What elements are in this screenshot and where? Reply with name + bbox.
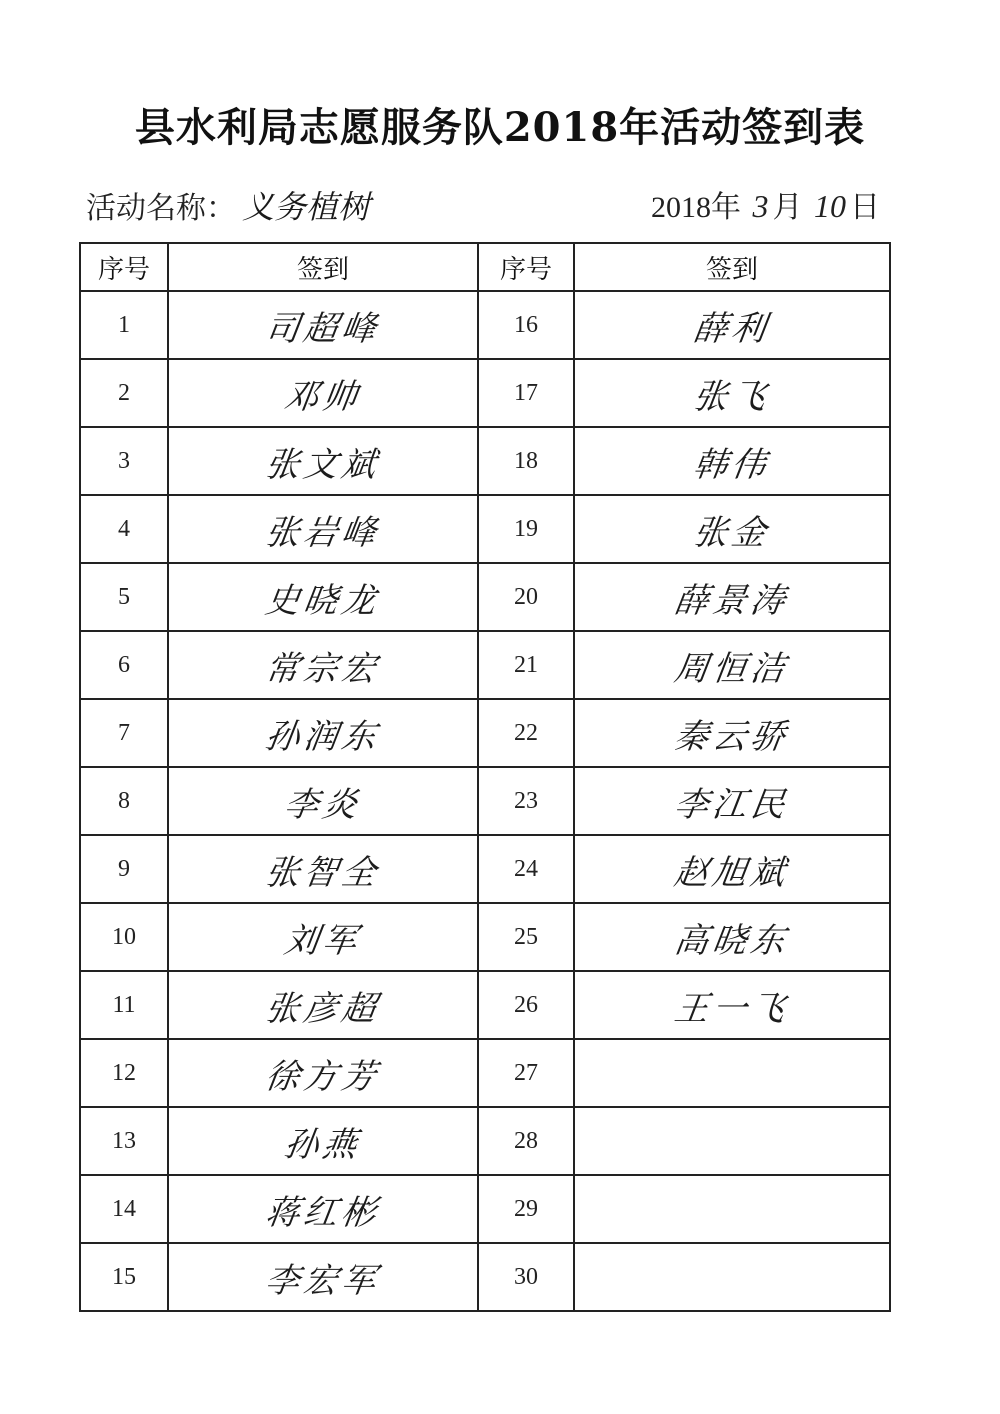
table-row (80, 631, 890, 699)
signature-cell (168, 359, 478, 427)
row-number (478, 1107, 574, 1175)
row-number (478, 1175, 574, 1243)
signature: 张岩峰 (262, 512, 383, 553)
signature-cell (574, 359, 890, 427)
signature-cell (168, 1243, 478, 1311)
row-number-text: 30 (514, 1263, 538, 1290)
row-number-text: 1 (118, 311, 130, 338)
header-number: 序号 (80, 243, 168, 291)
table-row (80, 835, 890, 903)
signature-cell (168, 1107, 478, 1175)
signature-cell (574, 563, 890, 631)
signature: 张飞 (690, 376, 773, 417)
table-row (80, 971, 890, 1039)
row-number-text: 21 (514, 651, 538, 678)
table-row (80, 767, 890, 835)
table-row (80, 495, 890, 563)
signature-cell (168, 563, 478, 631)
row-number (478, 495, 574, 563)
signature-cell (168, 291, 478, 359)
activity-value: 义务植树 (242, 188, 371, 226)
signature: 王一飞 (671, 988, 792, 1029)
row-number (80, 903, 168, 971)
signature-cell (574, 495, 890, 563)
row-number-text: 15 (112, 1263, 136, 1290)
row-number-text: 27 (514, 1059, 538, 1086)
signature-cell (168, 971, 478, 1039)
row-number-text: 26 (514, 991, 538, 1018)
row-number-text: 23 (514, 787, 538, 814)
signature-cell (168, 903, 478, 971)
table-row (80, 291, 890, 359)
signature: 张智全 (262, 852, 383, 893)
date-month-unit: 月 (772, 191, 803, 224)
row-number (80, 563, 168, 631)
table-row (80, 563, 890, 631)
signature-cell (168, 427, 478, 495)
signature-cell (574, 767, 890, 835)
row-number-text: 5 (118, 583, 130, 610)
header-number-2: 序号 (478, 243, 574, 291)
row-number (478, 835, 574, 903)
row-number-text: 7 (118, 719, 130, 746)
row-number-text: 14 (112, 1195, 136, 1222)
row-number (478, 563, 574, 631)
signature: 张彦超 (262, 988, 383, 1029)
table-row (80, 1107, 890, 1175)
signature: 薛利 (690, 308, 773, 349)
row-number-text: 24 (514, 855, 538, 882)
row-number-text: 3 (118, 447, 130, 474)
row-number-text: 9 (118, 855, 130, 882)
row-number (478, 971, 574, 1039)
row-number (80, 291, 168, 359)
table-row (80, 1243, 890, 1311)
row-number (80, 1107, 168, 1175)
signature: 秦云骄 (671, 716, 792, 757)
signature: 张文斌 (262, 444, 383, 485)
date-day: 10 (814, 188, 846, 224)
row-number (478, 903, 574, 971)
table-row (80, 427, 890, 495)
row-number-text: 8 (118, 787, 130, 814)
signature-cell (574, 835, 890, 903)
signature-cell (574, 291, 890, 359)
signature-cell (574, 903, 890, 971)
date-day-unit: 日 (850, 191, 880, 224)
row-number-text: 22 (514, 719, 538, 746)
table-row (80, 359, 890, 427)
row-number-text: 29 (514, 1195, 538, 1222)
header-signature-2: 签到 (574, 243, 890, 291)
signature-cell (168, 699, 478, 767)
row-number-text: 12 (112, 1059, 136, 1086)
signature: 常宗宏 (262, 648, 383, 689)
activity-label: 活动名称： (86, 191, 236, 226)
signature: 李江民 (671, 784, 792, 825)
table-row (80, 699, 890, 767)
activity-date (651, 182, 880, 226)
row-number (80, 1175, 168, 1243)
table-row (80, 1175, 890, 1243)
row-number (478, 767, 574, 835)
row-number (80, 971, 168, 1039)
row-number (80, 835, 168, 903)
row-number-text: 11 (112, 991, 136, 1018)
signature-cell (574, 1039, 890, 1107)
signature: 孙润东 (262, 716, 383, 757)
row-number (478, 427, 574, 495)
row-number (80, 631, 168, 699)
date-year: 2018 (651, 191, 711, 224)
row-number-text: 6 (118, 651, 130, 678)
signature-cell (574, 971, 890, 1039)
signature: 徐方芳 (262, 1056, 383, 1097)
row-number-text: 18 (514, 447, 538, 474)
row-number (80, 495, 168, 563)
row-number-text: 20 (514, 583, 538, 610)
row-number-text: 10 (112, 923, 136, 950)
row-number-text: 19 (514, 515, 538, 542)
signature: 薛景涛 (671, 580, 792, 621)
row-number (80, 699, 168, 767)
signature: 韩伟 (690, 444, 773, 485)
signature-cell (168, 835, 478, 903)
signature-cell (168, 1175, 478, 1243)
row-number (478, 699, 574, 767)
signature: 周恒洁 (671, 648, 792, 689)
signature-cell (168, 631, 478, 699)
signature: 刘军 (281, 920, 364, 961)
date-month: 3 (752, 188, 769, 224)
signature-cell (574, 1107, 890, 1175)
signature-cell (168, 1039, 478, 1107)
signature: 高晓东 (671, 920, 792, 961)
row-number (478, 631, 574, 699)
signature-cell (574, 631, 890, 699)
page-title: 县水利局志愿服务队2018年活动签到表 (134, 104, 866, 151)
signature: 蒋红彬 (262, 1192, 383, 1233)
signature-cell (168, 767, 478, 835)
row-number-text: 4 (118, 515, 130, 542)
row-number (478, 1039, 574, 1107)
row-number-text: 16 (514, 311, 538, 338)
row-number (80, 1039, 168, 1107)
date-year-unit: 年 (711, 191, 741, 224)
signature: 李宏军 (262, 1260, 383, 1301)
row-number (80, 427, 168, 495)
row-number (478, 1243, 574, 1311)
row-number (80, 1243, 168, 1311)
signature-table (79, 242, 891, 1312)
row-number-text: 17 (514, 379, 538, 406)
signature-cell (574, 1243, 890, 1311)
signature-cell (574, 427, 890, 495)
row-number-text: 13 (112, 1127, 136, 1154)
signature: 史晓龙 (262, 580, 383, 621)
row-number (80, 767, 168, 835)
signature: 李炎 (281, 784, 364, 825)
row-number-text: 2 (118, 379, 130, 406)
activity-name (86, 182, 370, 228)
header-signature: 签到 (168, 243, 478, 291)
row-number (80, 359, 168, 427)
table-row (80, 1039, 890, 1107)
signature: 孙燕 (281, 1124, 364, 1165)
signature: 邓帅 (281, 376, 364, 417)
signature: 张金 (690, 512, 773, 553)
row-number-text: 28 (514, 1127, 538, 1154)
signature: 司超峰 (262, 308, 383, 349)
signature: 赵旭斌 (671, 852, 792, 893)
row-number (478, 291, 574, 359)
signature-cell (574, 699, 890, 767)
row-number-text: 25 (514, 923, 538, 950)
row-number (478, 359, 574, 427)
signature-cell (574, 1175, 890, 1243)
table-row (80, 903, 890, 971)
signature-cell (168, 495, 478, 563)
table-header-row (80, 243, 890, 291)
